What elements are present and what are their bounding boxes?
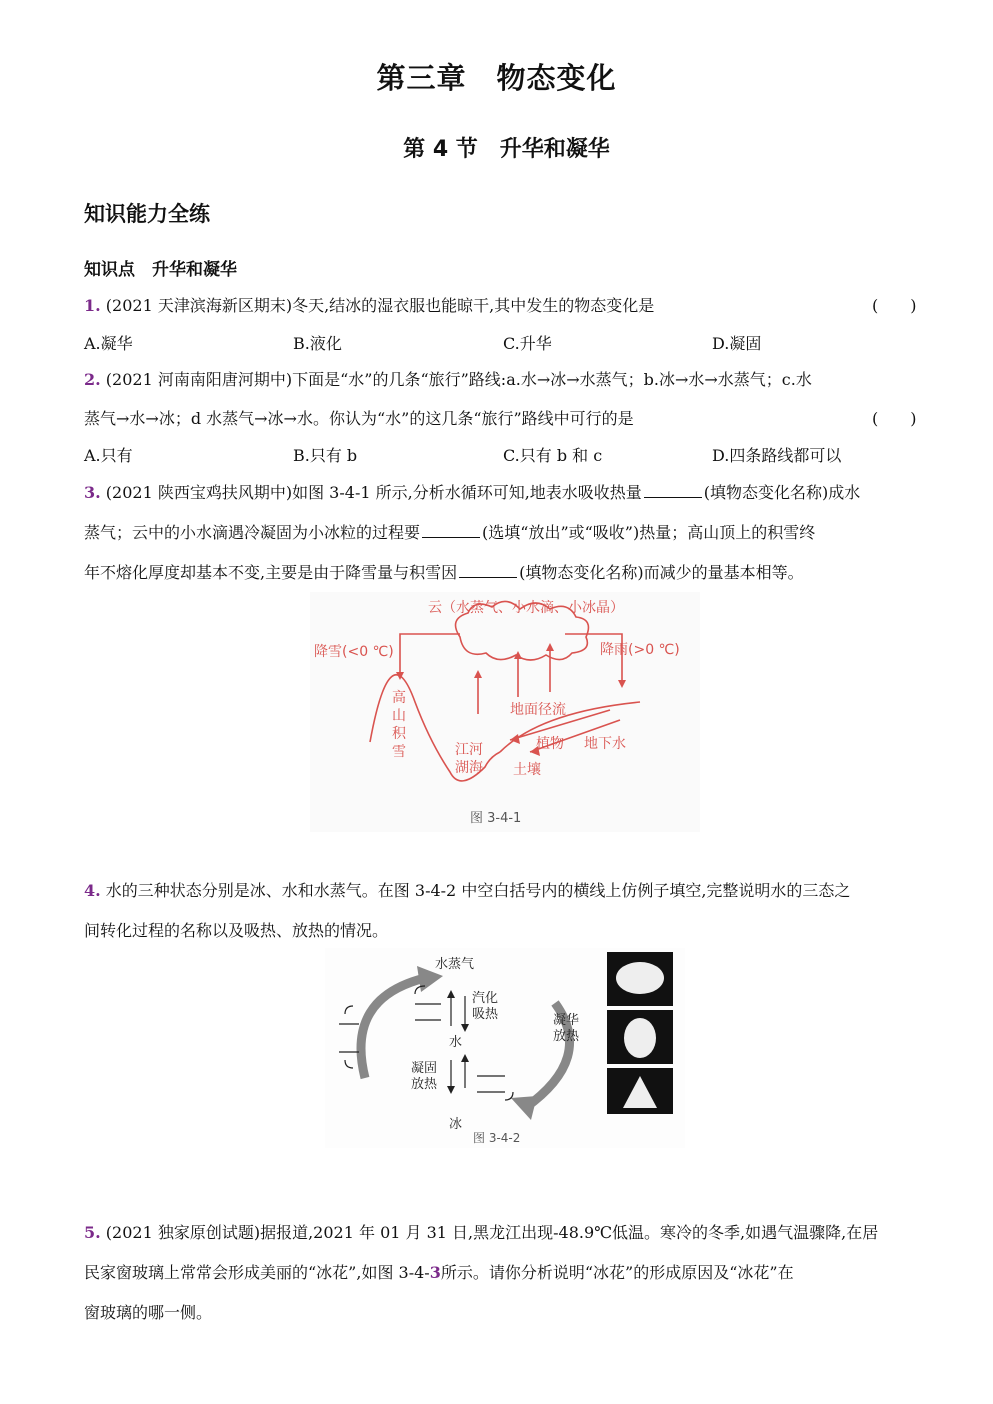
droplet-character-icon [624, 1018, 656, 1058]
soil-label: 土壤 [513, 762, 541, 778]
question-text: (选填“放出”或“吸收”)热量；高山顶上的积雪终 [482, 523, 816, 542]
question-4-line-2: 间转化过程的名称以及吸热、放热的情况。 [84, 921, 389, 940]
option-b: B.液化 [293, 334, 342, 353]
section-title: 第 4 节 升华和凝华 [403, 137, 610, 162]
chapter-title: 第三章 物态变化 [376, 61, 617, 95]
lake-label: 湖海 [455, 760, 483, 776]
question-number: 1. [84, 296, 101, 315]
question-text: (2021 河南南阳唐河期中)下面是“水”的几条“旅行”路线:a.水→冰→水蒸气；b.冰→水→水蒸气；c.水 [105, 370, 812, 389]
answer-blank[interactable] [459, 563, 517, 578]
question-5-line-1 [84, 1220, 878, 1243]
question-text: (填物态变化名称)而减少的量基本相等。 [519, 563, 804, 582]
question-number: 2. [84, 370, 101, 389]
water-cycle-figure [310, 592, 700, 832]
question-1 [84, 293, 654, 316]
question-text: (2021 独家原创试题)据报道,2021 年 01 月 31 日,黑龙江出现-48.9℃低温。寒冷的冬季,如遇气温骤降,在居 [105, 1223, 879, 1242]
option-b: B.只有 b [293, 446, 358, 465]
question-number: 5. [84, 1223, 101, 1242]
groundwater-label: 地下水 [584, 736, 626, 752]
water-label: 水 [449, 1035, 463, 1050]
cloud-label: 云（水蒸气、小水滴、小冰晶） [428, 600, 624, 616]
answer-bracket: ( ) [872, 409, 917, 428]
cartoon-panels [607, 952, 673, 1114]
release-heat-label: 放热 [411, 1077, 438, 1092]
question-3-line-3 [84, 560, 804, 583]
mountain-label: 雪 [392, 744, 406, 760]
question-text: (2021 陕西宝鸡扶风期中)如图 3-4-1 所示,分析水循环可知,地表水吸收热量 [105, 483, 642, 502]
rain-label: 降雨(>0 ℃) [600, 642, 680, 658]
absorb-heat-label: 吸热 [472, 1007, 499, 1022]
question-text: 年不熔化厚度却基本不变,主要是由于降雪量与积雪因 [84, 563, 458, 582]
figure-number-highlight: 3 [429, 1263, 441, 1282]
runoff-label: 地面径流 [510, 702, 566, 718]
mountain-label: 山 [392, 708, 406, 724]
option-a: A.凝华 [84, 334, 133, 353]
answer-blank[interactable] [422, 523, 480, 538]
river-label: 江河 [455, 742, 483, 758]
ice-label: 冰 [449, 1117, 463, 1132]
question-3-line-2 [84, 520, 815, 543]
option-a: A.只有 [84, 446, 133, 465]
answer-bracket: ( ) [872, 296, 917, 315]
cloud-character-icon [616, 962, 664, 994]
knowledge-point-heading: 知识点 升华和凝华 [84, 260, 237, 280]
option-c: C.只有 b 和 c [503, 446, 603, 465]
question-text: 所示。请你分析说明“冰花”的形成原因及“冰花”在 [440, 1263, 794, 1282]
deposit-label: 凝华 [553, 1013, 580, 1028]
mountain-label: 积 [392, 726, 406, 742]
question-4-line-1 [84, 878, 850, 901]
question-number: 4. [84, 881, 101, 900]
question-text: (填物态变化名称)成水 [703, 483, 861, 502]
deposit-release-label: 放热 [553, 1029, 580, 1044]
option-d: D.凝固 [712, 334, 762, 353]
question-3-line-1 [84, 480, 860, 503]
question-2-line-1 [84, 367, 812, 390]
section-heading: 知识能力全练 [84, 202, 210, 226]
mountain-label: 高 [392, 690, 406, 706]
question-text: 水的三种状态分别是冰、水和水蒸气。在图 3-4-2 中空白括号内的横线上仿例子填空,完整说明水的三态之 [105, 881, 851, 900]
option-c: C.升华 [503, 334, 552, 353]
vapor-label: 水蒸气 [435, 957, 475, 972]
three-states-figure [325, 948, 685, 1148]
figure-caption: 图 3-4-2 [473, 1131, 521, 1145]
question-5-line-3: 窗玻璃的哪一侧。 [84, 1303, 213, 1322]
snow-label: 降雪(<0 ℃) [314, 644, 394, 660]
option-d: D.四条路线都可以 [712, 446, 842, 465]
question-number: 3. [84, 483, 101, 502]
plant-label: 植物 [536, 736, 564, 752]
question-5-line-2 [84, 1260, 794, 1283]
vaporize-label: 汽化 [472, 991, 499, 1006]
question-2-line-2: 蒸气→水→冰；d 水蒸气→冰→水。你认为“水”的这几条“旅行”路线中可行的是 [84, 409, 634, 428]
freeze-label: 凝固 [411, 1061, 438, 1076]
figure-caption: 图 3-4-1 [470, 811, 522, 826]
question-text: 蒸气；云中的小水滴遇冷凝固为小冰粒的过程要 [84, 523, 421, 542]
question-text: (2021 天津滨海新区期末)冬天,结冰的湿衣服也能晾干,其中发生的物态变化是 [105, 296, 655, 315]
figure-background [310, 592, 700, 832]
answer-blank[interactable] [644, 483, 702, 498]
question-text: 民家窗玻璃上常常会形成美丽的“冰花”,如图 3-4- [84, 1263, 430, 1282]
